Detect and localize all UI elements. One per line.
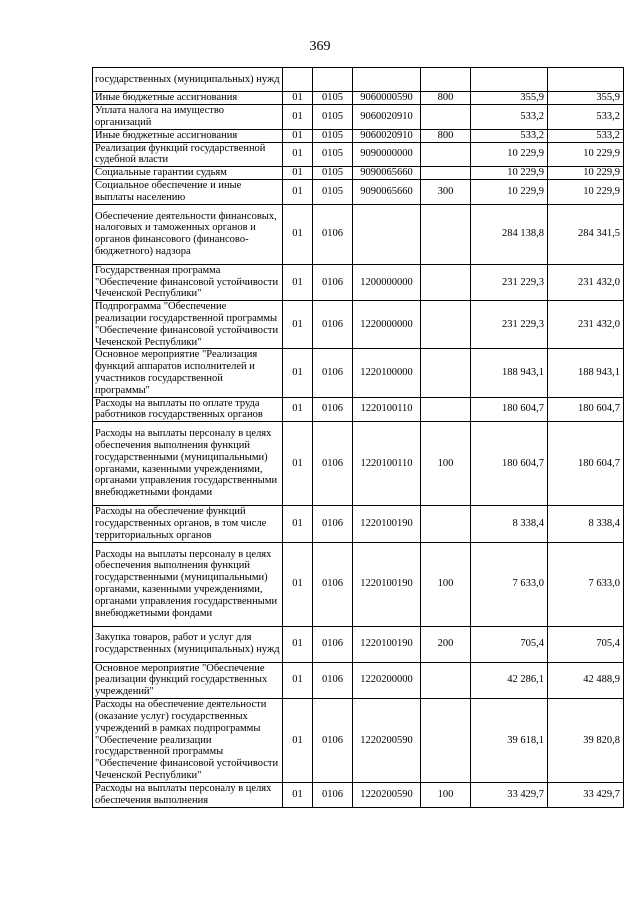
section-code-cell: 01 xyxy=(283,349,313,397)
target-article-cell xyxy=(353,204,421,264)
expense-type-cell xyxy=(421,142,471,167)
expense-type-cell: 800 xyxy=(421,92,471,105)
expense-type-cell: 300 xyxy=(421,180,471,205)
amount-1-cell: 39 618,1 xyxy=(471,698,548,782)
expense-type-cell: 100 xyxy=(421,422,471,506)
table-row xyxy=(93,204,624,264)
row-name-cell: государственных (муниципальных) нужд xyxy=(93,68,283,92)
target-article-cell: 1220200590 xyxy=(353,782,421,807)
amount-2-cell: 705,4 xyxy=(548,626,624,662)
amount-2-cell: 10 229,9 xyxy=(548,167,624,180)
section-code-cell: 01 xyxy=(283,422,313,506)
section-code-cell: 01 xyxy=(283,626,313,662)
subsection-code-cell xyxy=(313,68,353,92)
subsection-code-cell: 0106 xyxy=(313,662,353,698)
target-article-cell: 1220100190 xyxy=(353,542,421,626)
section-code-cell: 01 xyxy=(283,204,313,264)
expense-type-cell xyxy=(421,167,471,180)
section-code-cell: 01 xyxy=(283,264,313,300)
row-name-cell: Основное мероприятие "Обеспечение реализации функций государственных учреждений" xyxy=(93,662,283,698)
row-name-cell: Расходы на выплаты персоналу в целях обеспечения выполнения функций государственными (муниципальными) органами, казенными учреждениями, органами управления государственными внебюджетными фондами xyxy=(93,422,283,506)
amount-1-cell xyxy=(471,68,548,92)
amount-2-cell: 33 429,7 xyxy=(548,782,624,807)
row-name-cell: Государственная программа "Обеспечение финансовой устойчивости Чеченской Республики" xyxy=(93,264,283,300)
section-code-cell: 01 xyxy=(283,698,313,782)
target-article-cell: 9060020910 xyxy=(353,105,421,130)
subsection-code-cell: 0105 xyxy=(313,142,353,167)
amount-2-cell xyxy=(548,68,624,92)
target-article-cell: 1220200590 xyxy=(353,698,421,782)
expense-type-cell xyxy=(421,204,471,264)
amount-1-cell: 180 604,7 xyxy=(471,422,548,506)
amount-2-cell: 180 604,7 xyxy=(548,422,624,506)
table-row xyxy=(93,422,624,506)
table-row xyxy=(93,301,624,349)
amount-1-cell: 188 943,1 xyxy=(471,349,548,397)
row-name-cell: Социальное обеспечение и иные выплаты населению xyxy=(93,180,283,205)
subsection-code-cell: 0105 xyxy=(313,92,353,105)
amount-1-cell: 180 604,7 xyxy=(471,397,548,422)
section-code-cell: 01 xyxy=(283,142,313,167)
amount-2-cell: 180 604,7 xyxy=(548,397,624,422)
amount-1-cell: 33 429,7 xyxy=(471,782,548,807)
row-name-cell: Основное мероприятие "Реализация функций аппаратов исполнителей и участников государственной программы" xyxy=(93,349,283,397)
expense-type-cell xyxy=(421,105,471,130)
subsection-code-cell: 0106 xyxy=(313,301,353,349)
section-code-cell: 01 xyxy=(283,662,313,698)
section-code-cell: 01 xyxy=(283,542,313,626)
target-article-cell: 9060000590 xyxy=(353,92,421,105)
target-article-cell: 9060020910 xyxy=(353,129,421,142)
amount-1-cell: 10 229,9 xyxy=(471,142,548,167)
amount-2-cell: 10 229,9 xyxy=(548,142,624,167)
target-article-cell: 1220100000 xyxy=(353,349,421,397)
amount-2-cell: 42 488,9 xyxy=(548,662,624,698)
section-code-cell: 01 xyxy=(283,129,313,142)
subsection-code-cell: 0106 xyxy=(313,542,353,626)
target-article-cell: 9090000000 xyxy=(353,142,421,167)
target-article-cell: 1220100110 xyxy=(353,422,421,506)
table-row xyxy=(93,180,624,205)
subsection-code-cell: 0105 xyxy=(313,180,353,205)
row-name-cell: Социальные гарантии судьям xyxy=(93,167,283,180)
expense-type-cell xyxy=(421,349,471,397)
table-row xyxy=(93,662,624,698)
page-number: 369 xyxy=(309,39,331,54)
row-name-cell: Расходы на выплаты персоналу в целях обеспечения выполнения функций государственными (муниципальными) органами, казенными учреждениями, органами управления государственными внебюджетными фондами xyxy=(93,542,283,626)
row-name-cell: Расходы на обеспечение функций государственных органов, в том числе территориальных органов xyxy=(93,506,283,542)
table-row xyxy=(93,105,624,130)
amount-2-cell: 8 338,4 xyxy=(548,506,624,542)
amount-2-cell: 231 432,0 xyxy=(548,301,624,349)
subsection-code-cell: 0105 xyxy=(313,105,353,130)
section-code-cell: 01 xyxy=(283,397,313,422)
subsection-code-cell: 0106 xyxy=(313,422,353,506)
target-article-cell: 1220200000 xyxy=(353,662,421,698)
amount-2-cell: 284 341,5 xyxy=(548,204,624,264)
section-code-cell: 01 xyxy=(283,180,313,205)
subsection-code-cell: 0105 xyxy=(313,167,353,180)
amount-1-cell: 42 286,1 xyxy=(471,662,548,698)
amount-1-cell: 533,2 xyxy=(471,129,548,142)
expense-type-cell: 100 xyxy=(421,542,471,626)
amount-2-cell: 39 820,8 xyxy=(548,698,624,782)
subsection-code-cell: 0106 xyxy=(313,698,353,782)
row-name-cell: Иные бюджетные ассигнования xyxy=(93,129,283,142)
expense-type-cell xyxy=(421,397,471,422)
section-code-cell: 01 xyxy=(283,782,313,807)
section-code-cell: 01 xyxy=(283,92,313,105)
row-name-cell: Подпрограмма "Обеспечение реализации государственной программы "Обеспечение финансовой устойчивости Чеченской Республики" xyxy=(93,301,283,349)
subsection-code-cell: 0106 xyxy=(313,397,353,422)
subsection-code-cell: 0106 xyxy=(313,626,353,662)
amount-2-cell: 10 229,9 xyxy=(548,180,624,205)
table-row xyxy=(93,264,624,300)
target-article-cell: 9090065660 xyxy=(353,167,421,180)
amount-2-cell: 533,2 xyxy=(548,129,624,142)
row-name-cell: Расходы на выплаты по оплате труда работников государственных органов xyxy=(93,397,283,422)
amount-1-cell: 7 633,0 xyxy=(471,542,548,626)
expense-type-cell xyxy=(421,698,471,782)
target-article-cell: 1220000000 xyxy=(353,301,421,349)
row-name-cell: Расходы на обеспечение деятельности (оказание услуг) государственных учреждений в рамках подпрограммы "Обеспечение реализации государственной программы "Обеспечение финансовой устойчивости Чеченской Республики" xyxy=(93,698,283,782)
expense-type-cell: 200 xyxy=(421,626,471,662)
subsection-code-cell: 0106 xyxy=(313,204,353,264)
table-row xyxy=(93,349,624,397)
row-name-cell: Закупка товаров, работ и услуг для государственных (муниципальных) нужд xyxy=(93,626,283,662)
amount-2-cell: 231 432,0 xyxy=(548,264,624,300)
table-row xyxy=(93,167,624,180)
table-row xyxy=(93,142,624,167)
amount-1-cell: 8 338,4 xyxy=(471,506,548,542)
section-code-cell xyxy=(283,68,313,92)
subsection-code-cell: 0106 xyxy=(313,264,353,300)
section-code-cell: 01 xyxy=(283,105,313,130)
amount-1-cell: 533,2 xyxy=(471,105,548,130)
table-row xyxy=(93,542,624,626)
budget-table xyxy=(92,67,624,808)
amount-2-cell: 355,9 xyxy=(548,92,624,105)
expense-type-cell xyxy=(421,264,471,300)
expense-type-cell: 100 xyxy=(421,782,471,807)
budget-table-body xyxy=(93,68,624,808)
subsection-code-cell: 0106 xyxy=(313,506,353,542)
section-code-cell: 01 xyxy=(283,167,313,180)
target-article-cell: 1220100190 xyxy=(353,506,421,542)
amount-1-cell: 10 229,9 xyxy=(471,180,548,205)
target-article-cell xyxy=(353,68,421,92)
subsection-code-cell: 0106 xyxy=(313,782,353,807)
amount-1-cell: 10 229,9 xyxy=(471,167,548,180)
table-row xyxy=(93,92,624,105)
row-name-cell: Уплата налога на имущество организаций xyxy=(93,105,283,130)
subsection-code-cell: 0105 xyxy=(313,129,353,142)
target-article-cell: 9090065660 xyxy=(353,180,421,205)
target-article-cell: 1220100190 xyxy=(353,626,421,662)
table-row xyxy=(93,626,624,662)
amount-2-cell: 188 943,1 xyxy=(548,349,624,397)
table-row xyxy=(93,698,624,782)
table-row xyxy=(93,129,624,142)
table-row xyxy=(93,506,624,542)
amount-1-cell: 705,4 xyxy=(471,626,548,662)
amount-2-cell: 7 633,0 xyxy=(548,542,624,626)
expense-type-cell xyxy=(421,301,471,349)
row-name-cell: Расходы на выплаты персоналу в целях обеспечения выполнения xyxy=(93,782,283,807)
amount-1-cell: 355,9 xyxy=(471,92,548,105)
row-name-cell: Обеспечение деятельности финансовых, налоговых и таможенных органов и органов финансового (финансово-бюджетного) надзора xyxy=(93,204,283,264)
target-article-cell: 1220100110 xyxy=(353,397,421,422)
amount-1-cell: 231 229,3 xyxy=(471,264,548,300)
row-name-cell: Иные бюджетные ассигнования xyxy=(93,92,283,105)
table-row xyxy=(93,68,624,92)
table-row xyxy=(93,397,624,422)
row-name-cell: Реализация функций государственной судебной власти xyxy=(93,142,283,167)
table-row xyxy=(93,782,624,807)
amount-1-cell: 231 229,3 xyxy=(471,301,548,349)
section-code-cell: 01 xyxy=(283,301,313,349)
subsection-code-cell: 0106 xyxy=(313,349,353,397)
expense-type-cell xyxy=(421,506,471,542)
section-code-cell: 01 xyxy=(283,506,313,542)
expense-type-cell: 800 xyxy=(421,129,471,142)
expense-type-cell xyxy=(421,68,471,92)
expense-type-cell xyxy=(421,662,471,698)
amount-2-cell: 533,2 xyxy=(548,105,624,130)
amount-1-cell: 284 138,8 xyxy=(471,204,548,264)
target-article-cell: 1200000000 xyxy=(353,264,421,300)
